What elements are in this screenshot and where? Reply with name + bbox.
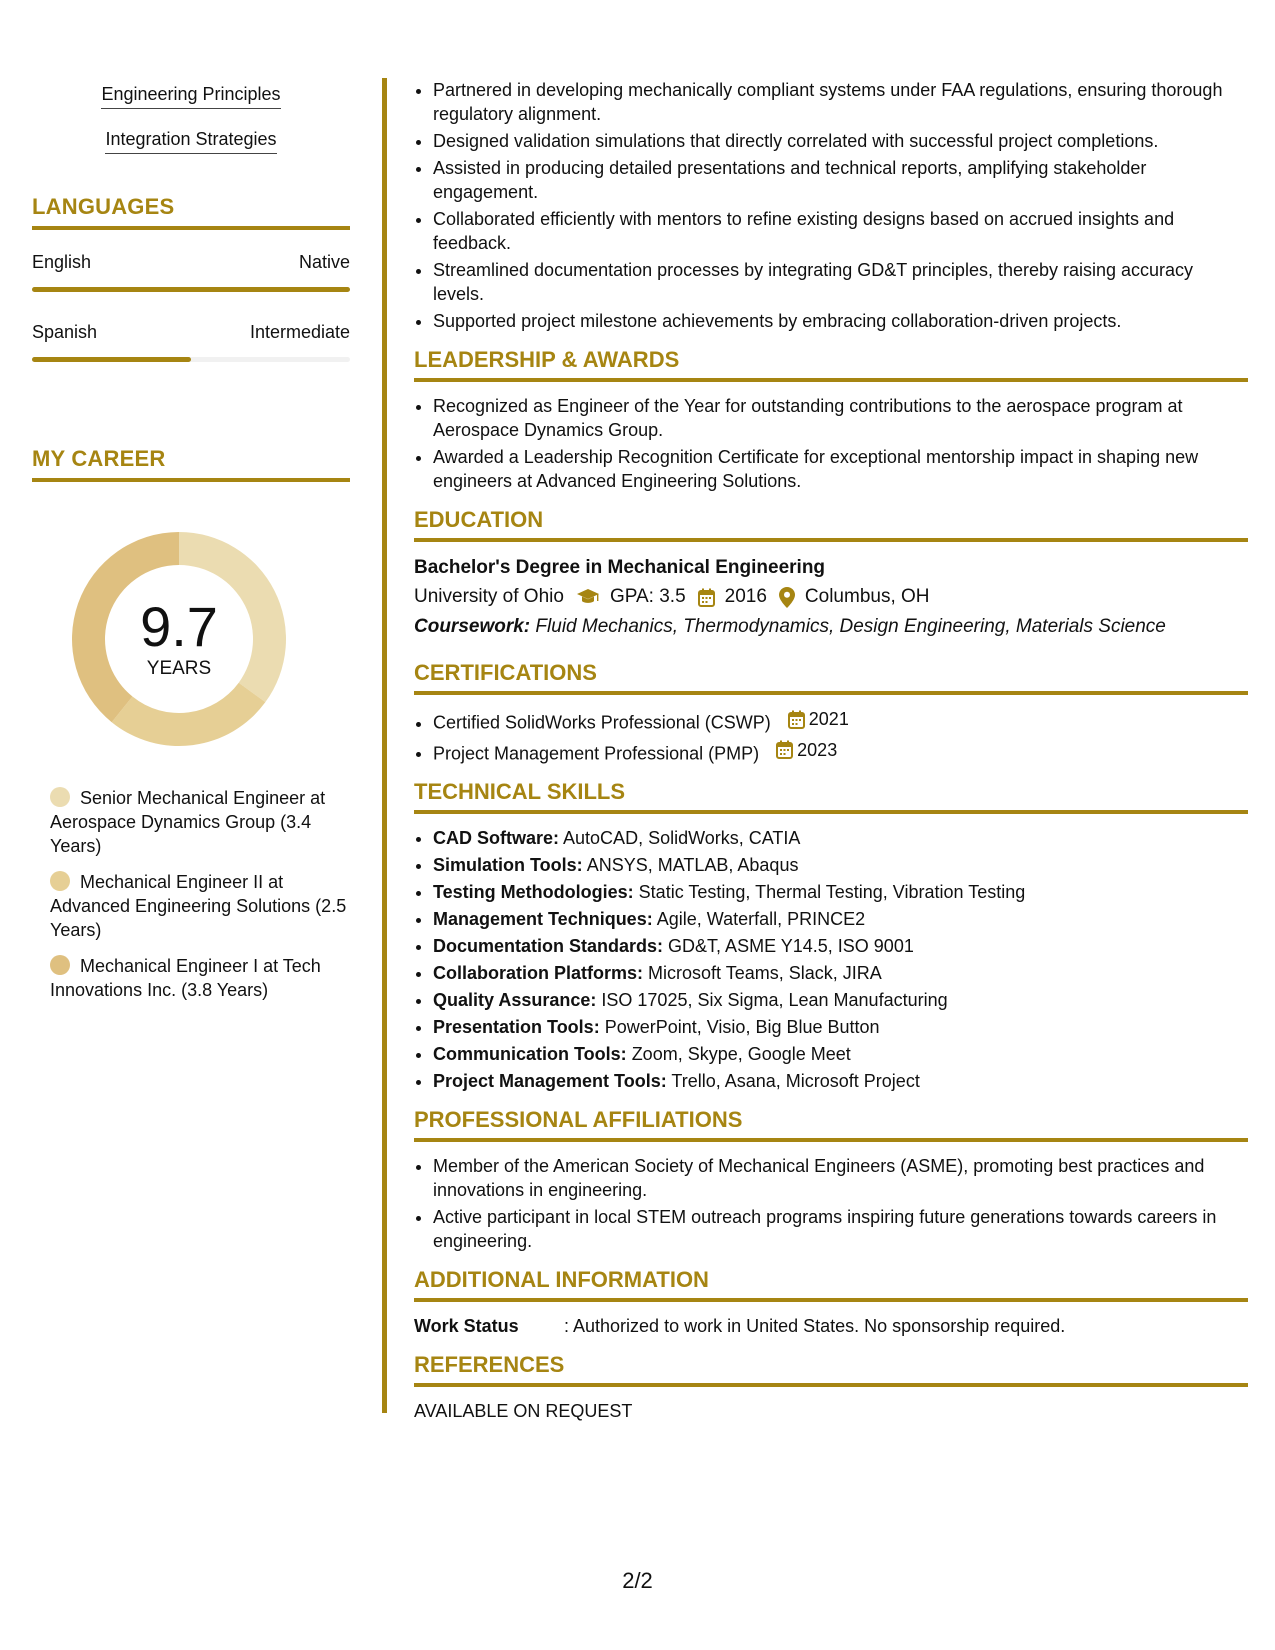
language-item: [32, 322, 350, 362]
language-bar: [32, 287, 350, 292]
experience-bullet: • Streamlined documentation processes by integrating GD&T principles, thereby raising accuracy levels.: [433, 258, 1248, 306]
certification-name: Certified SolidWorks Professional (CSWP): [433, 712, 771, 733]
certification-name: Project Management Professional (PMP): [433, 743, 760, 763]
technical-skill-item: [433, 907, 1248, 931]
technical-skill-item: [433, 826, 1248, 850]
leadership-list: [414, 394, 1248, 493]
education-year: 2016: [724, 586, 767, 607]
career-legend-label: Senior Mechanical Engineer at Aerospace Dynamics Group (3.4 Years): [50, 788, 326, 856]
career-donut-chart: [66, 526, 292, 752]
skill-values: ISO 17025, Six Sigma, Lean Manufacturing: [601, 990, 948, 1010]
experience-bullet: • Collaborated efficiently with mentors to refine existing designs based on accrued insights and feedback.: [433, 207, 1248, 255]
column-divider: [382, 78, 387, 1413]
education-coursework: [414, 612, 1248, 642]
skill-category: Project Management Tools:: [433, 1071, 667, 1091]
education-degree: Bachelor's Degree in Mechanical Engineering: [414, 557, 826, 578]
affiliations-list: [414, 1154, 1248, 1253]
coursework-list: Fluid Mechanics, Thermodynamics, Design Engineering, Materials Science: [535, 616, 1166, 637]
coursework-label: Coursework:: [414, 616, 531, 637]
languages-section: [32, 194, 350, 362]
language-level: Native: [298, 252, 350, 272]
affiliations-heading: PROFESSIONAL AFFILIATIONS: [414, 1107, 1248, 1142]
career-legend-item: [50, 954, 350, 1002]
education-school: University of Ohio: [414, 586, 564, 607]
career-years-label: YEARS: [146, 658, 212, 679]
technical-skills-list: [414, 826, 1248, 1093]
education-heading: EDUCATION: [414, 507, 1248, 542]
language-name: Spanish: [32, 322, 98, 342]
technical-skills-heading: TECHNICAL SKILLS: [414, 779, 1248, 814]
main-column: [414, 78, 1248, 1423]
skill-links: [32, 80, 350, 170]
technical-skill-item: [433, 853, 1248, 877]
skill-values: ANSYS, MATLAB, Abaqus: [586, 855, 799, 875]
skill-values: Zoom, Skype, Google Meet: [631, 1044, 851, 1064]
skill-category: Collaboration Platforms:: [433, 963, 644, 983]
legend-dot: [50, 787, 70, 807]
skill-values: AutoCAD, SolidWorks, CATIA: [563, 828, 801, 848]
language-name: English: [32, 252, 92, 272]
language-level: Intermediate: [249, 322, 350, 342]
certification-item: [433, 738, 1248, 766]
experience-bullet: • Designed validation simulations that directly correlated with successful project completions.: [433, 129, 1248, 153]
references-text: AVAILABLE ON REQUEST: [414, 1401, 633, 1421]
language-item: [32, 252, 350, 292]
career-legend: [32, 786, 350, 1002]
skill-category: CAD Software:: [433, 828, 560, 848]
work-status-label: Work Status: [414, 1316, 519, 1336]
skill-category: Documentation Standards:: [433, 936, 664, 956]
experience-bullet: • Supported project milestone achievements by embracing collaboration-driven projects.: [433, 309, 1248, 333]
skill-link[interactable]: Engineering Principles: [101, 84, 280, 109]
skill-values: GD&T, ASME Y14.5, ISO 9001: [668, 936, 914, 956]
skill-category: Management Techniques:: [433, 909, 653, 929]
experience-bullet: • Partnered in developing mechanically compliant systems under FAA regulations, ensuring thorough regulatory alignment.: [433, 78, 1248, 126]
technical-skill-item: [433, 1042, 1248, 1066]
language-bar-fill: [32, 287, 350, 292]
career-total-years: 9.7: [140, 595, 218, 658]
technical-skill-item: [433, 880, 1248, 904]
skill-category: Simulation Tools:: [433, 855, 583, 875]
legend-dot: [50, 955, 70, 975]
work-status-row: [414, 1314, 1248, 1338]
skill-values: Trello, Asana, Microsoft Project: [671, 1071, 920, 1091]
certification-year: 2021: [808, 709, 849, 729]
career-legend-label: Mechanical Engineer II at Advanced Engineering Solutions (2.5 Years): [50, 872, 347, 940]
certification-item: [433, 707, 1248, 735]
technical-skill-item: [433, 961, 1248, 985]
work-status-value: : Authorized to work in United States. No sponsorship required.: [564, 1316, 1066, 1336]
calendar-icon: [776, 740, 793, 759]
education-meta: [414, 582, 1248, 612]
leadership-heading: LEADERSHIP & AWARDS: [414, 347, 1248, 382]
experience-bullets: [414, 78, 1248, 333]
legend-dot: [50, 871, 70, 891]
career-heading: MY CAREER: [32, 446, 350, 482]
education-gpa: GPA: 3.5: [609, 586, 686, 607]
certifications-list: [414, 707, 1248, 765]
education-location: Columbus, OH: [804, 586, 930, 607]
career-legend-item: [50, 786, 350, 858]
skill-link[interactable]: Integration Strategies: [105, 129, 276, 154]
skill-category: Presentation Tools:: [433, 1017, 600, 1037]
affiliation-item: • Active participant in local STEM outreach programs inspiring future generations towards careers in engineering.: [433, 1205, 1248, 1253]
language-bar-fill: [32, 357, 191, 362]
skill-category: Communication Tools:: [433, 1044, 627, 1064]
calendar-icon: [788, 710, 805, 729]
location-pin-icon: [779, 587, 795, 608]
language-bar: [32, 357, 350, 362]
leadership-item: • Awarded a Leadership Recognition Certificate for exceptional mentorship impact in shaping new engineers at Advanced Engineering Solutions.: [433, 445, 1248, 493]
skill-values: Microsoft Teams, Slack, JIRA: [648, 963, 882, 983]
skill-values: Static Testing, Thermal Testing, Vibration Testing: [638, 882, 1026, 902]
education-entry: [414, 554, 1248, 642]
graduation-cap-icon: [576, 588, 600, 606]
affiliation-item: • Member of the American Society of Mechanical Engineers (ASME), promoting best practices and innovations in engineering.: [433, 1154, 1248, 1202]
sidebar: [32, 80, 350, 1014]
page-number: 2/2: [622, 1568, 653, 1593]
skill-category: Quality Assurance:: [433, 990, 597, 1010]
skill-values: PowerPoint, Visio, Big Blue Button: [604, 1017, 880, 1037]
certifications-heading: CERTIFICATIONS: [414, 660, 1248, 695]
languages-heading: LANGUAGES: [32, 194, 350, 230]
skill-category: Testing Methodologies:: [433, 882, 634, 902]
technical-skill-item: [433, 988, 1248, 1012]
leadership-item: • Recognized as Engineer of the Year for outstanding contributions to the aerospace program at Aerospace Dynamics Group.: [433, 394, 1248, 442]
skill-values: Agile, Waterfall, PRINCE2: [656, 909, 866, 929]
career-legend-item: [50, 870, 350, 942]
additional-info-heading: ADDITIONAL INFORMATION: [414, 1267, 1248, 1302]
career-legend-label: Mechanical Engineer I at Tech Innovations Inc. (3.8 Years): [50, 956, 321, 1000]
technical-skill-item: [433, 1069, 1248, 1093]
references-heading: REFERENCES: [414, 1352, 1248, 1387]
experience-bullet: • Assisted in producing detailed presentations and technical reports, amplifying stakeholder engagement.: [433, 156, 1248, 204]
calendar-icon: [698, 588, 715, 607]
technical-skill-item: [433, 1015, 1248, 1039]
certification-year: 2023: [797, 739, 838, 760]
technical-skill-item: [433, 934, 1248, 958]
